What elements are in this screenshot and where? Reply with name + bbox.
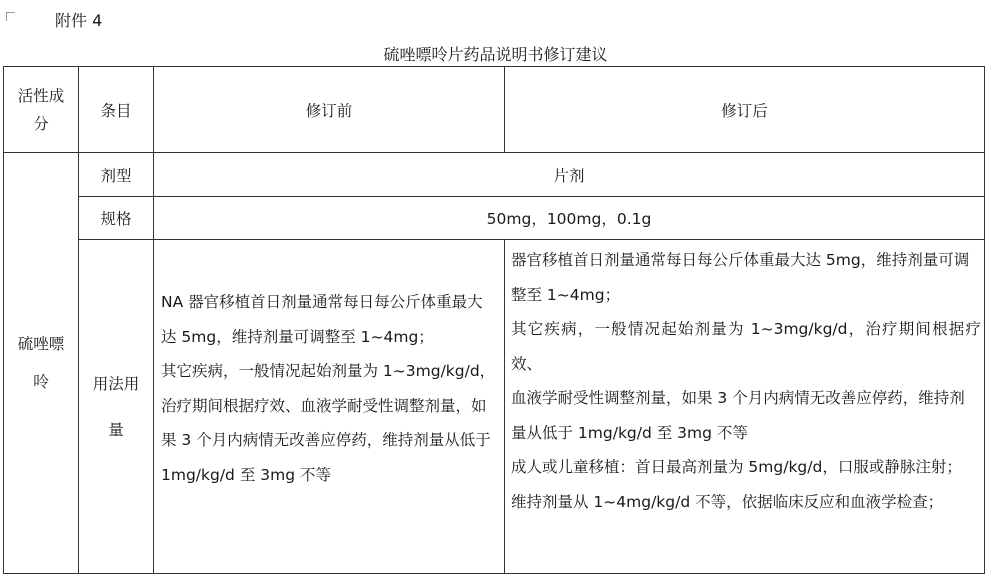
col-divider: [504, 239, 505, 574]
dosage-form-value-text: 片剂: [553, 166, 585, 185]
usage-before-text: [161, 285, 501, 492]
document-title: 硫唑嘌呤片药品说明书修订建议: [383, 45, 608, 64]
table-border-bottom: [3, 573, 985, 574]
usage-after-line: 维持剂量从 1~4mg/kg/d 不等，依据临床反应和血液学检查；: [511, 492, 944, 511]
dosage-form-label: [79, 153, 153, 196]
dosage-form-value: [154, 153, 984, 196]
usage-before-line: 其它疾病，一般情况起始剂量为 1~3mg/kg/d，: [161, 362, 496, 380]
usage-after-line: 血液学耐受性调整剂量，如果 3 个月内病情无改善应停药，维持剂: [511, 389, 965, 407]
usage-after-line: 其它疾病，一般情况起始剂量为 1~3mg/kg/d，治疗期间根据疗效、: [511, 320, 981, 373]
usage-before-line: 达 5mg，维持剂量可调整至 1~4mg；: [161, 327, 434, 346]
usage-after-line: 器官移植首日剂量通常每日每公斤体重最大达 5mg，维持剂量可调: [511, 251, 970, 269]
spec-value-text: 50mg，100mg，0.1g: [486, 210, 652, 228]
header-item: [79, 67, 153, 152]
usage-before-line: NA 器官移植首日剂量通常每日每公斤体重最大: [161, 293, 483, 311]
table-border-right: [984, 66, 985, 574]
row-divider: [78, 239, 985, 240]
header-before-text: 修订前: [305, 101, 353, 120]
spec-value: [154, 197, 984, 239]
usage-after-text: [511, 243, 981, 519]
usage-label: [79, 240, 153, 573]
usage-label-text: 用法用 量: [92, 374, 140, 439]
header-after: [505, 67, 984, 152]
ingredient-text: 硫唑嘌 呤: [17, 335, 65, 391]
usage-before-line: 果 3 个月内病情无改善应停药，维持剂量从低于: [161, 431, 491, 449]
header-item-text: 条目: [100, 101, 132, 120]
usage-after-line: 量从低于 1mg/kg/d 至 3mg 不等: [511, 423, 748, 442]
attachment-label: 附件 4: [55, 11, 103, 30]
header-ingredient: [4, 67, 78, 152]
spec-label-text: 规格: [100, 210, 132, 228]
usage-after-line: 整至 1~4mg；: [511, 285, 621, 304]
dosage-form-label-text: 剂型: [100, 166, 132, 185]
ingredient-cell: [4, 153, 78, 573]
header-after-text: 修订后: [721, 101, 768, 120]
usage-before-line: 治疗期间根据疗效、血液学耐受性调整剂量，如: [161, 396, 487, 415]
usage-after-line: 成人或儿童移植：首日最高剂量为 5mg/kg/d，口服或静脉注射；: [511, 458, 962, 476]
spec-label: [79, 197, 153, 239]
usage-before-line: 1mg/kg/d 至 3mg 不等: [161, 465, 331, 484]
header-before: [154, 67, 504, 152]
header-ingredient-text: 活性成 分: [17, 86, 65, 133]
